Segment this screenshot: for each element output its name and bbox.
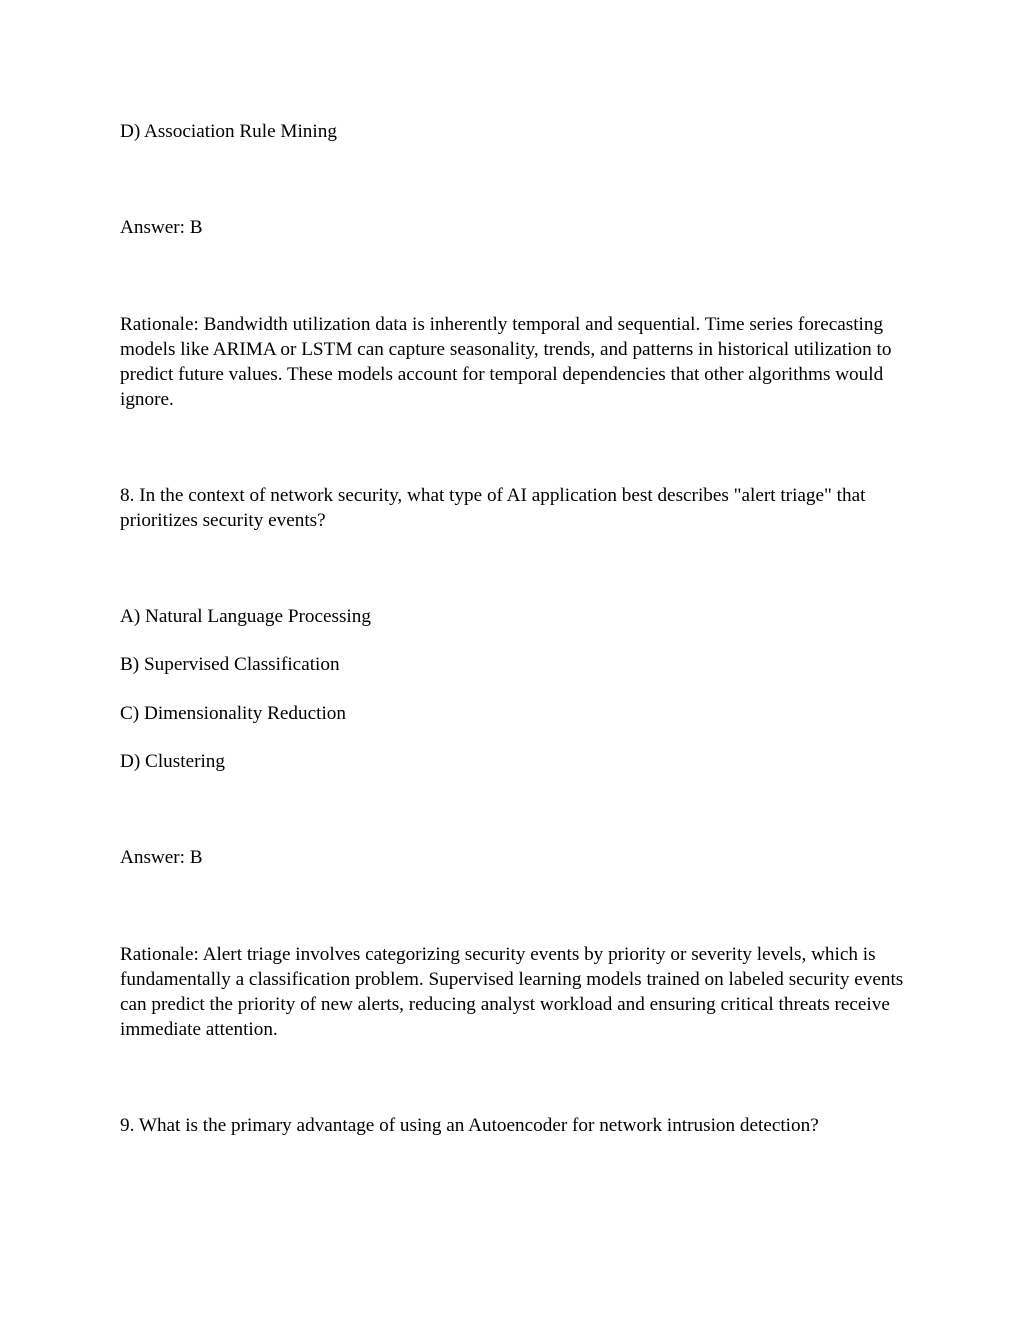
question-8-option-c: C) Dimensionality Reduction (120, 703, 346, 724)
question-8-text: 8. In the context of network security, what type of AI application best describes "alert triage" that prioritizes security events? (120, 485, 871, 531)
question-8-rationale: Rationale: Alert triage involves categorizing security events by priority or severity levels, which is fundamentally a classification problem. Supervised learning models trained on labeled security events can predict the priority of new alerts, reducing analyst workload and ensuring critical threats receive immediate attention. (120, 944, 909, 1040)
prev-option-d: D) Association Rule Mining (120, 121, 337, 142)
question-8-option-b: B) Supervised Classification (120, 654, 340, 675)
question-8-option-a: A) Natural Language Processing (120, 606, 371, 627)
prev-answer: Answer: B (120, 217, 203, 238)
question-8-option-d: D) Clustering (120, 751, 225, 772)
question-8-answer: Answer: B (120, 847, 203, 868)
question-9-text: 9. What is the primary advantage of using an Autoencoder for network intrusion detection? (120, 1115, 819, 1136)
prev-rationale: Rationale: Bandwidth utilization data is inherently temporal and sequential. Time series forecasting models like ARIMA or LSTM can capture seasonality, trends, and patterns in historical utilization to predict future values. These models account for temporal dependencies that other algorithms would ignore. (120, 314, 897, 410)
